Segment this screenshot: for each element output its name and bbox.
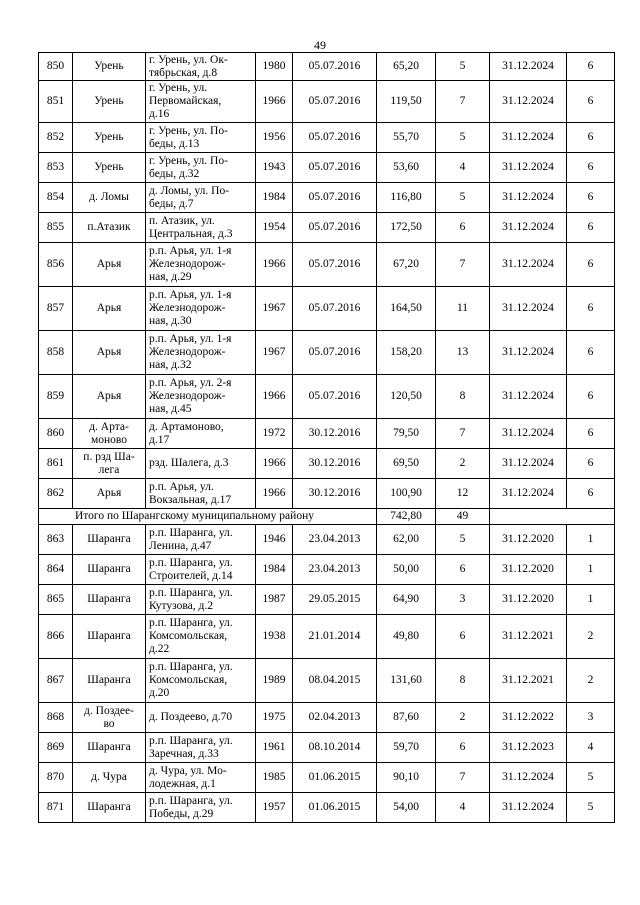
stage-code: 6	[567, 243, 615, 287]
row-number: 863	[39, 525, 73, 555]
area-value: 79,50	[377, 419, 436, 449]
area-value: 87,60	[377, 703, 436, 733]
row-number: 869	[39, 733, 73, 763]
resettlement-deadline: 31.12.2024	[490, 81, 567, 123]
row-number: 861	[39, 449, 73, 479]
table-row	[39, 479, 615, 509]
build-year: 1938	[256, 615, 293, 659]
table-body-part-1	[39, 53, 615, 509]
resettlement-deadline: 31.12.2024	[490, 419, 567, 449]
recognition-date: 01.06.2015	[293, 763, 377, 793]
resettlement-deadline: 31.12.2024	[490, 123, 567, 153]
settlement-name: Арья	[73, 479, 146, 509]
stage-code: 5	[567, 763, 615, 793]
table-body-part-2	[39, 525, 615, 823]
address: р.п. Арья, ул. 1-я Железнодорож- ная, д.32	[146, 331, 256, 375]
residents-count: 7	[436, 243, 490, 287]
stage-code: 6	[567, 449, 615, 479]
address: п. Атазик, ул. Центральная, д.3	[146, 213, 256, 243]
row-number: 862	[39, 479, 73, 509]
table-row	[39, 183, 615, 213]
build-year: 1966	[256, 449, 293, 479]
build-year: 1972	[256, 419, 293, 449]
address: г. Урень, ул. Первомайская, д.16	[146, 81, 256, 123]
residents-count: 3	[436, 585, 490, 615]
build-year: 1946	[256, 525, 293, 555]
table-row	[39, 331, 615, 375]
area-value: 116,80	[377, 183, 436, 213]
build-year: 1966	[256, 243, 293, 287]
resettlement-deadline: 31.12.2024	[490, 287, 567, 331]
residents-count: 5	[436, 525, 490, 555]
address: р.п. Шаранга, ул. Кутузова, д.2	[146, 585, 256, 615]
build-year: 1966	[256, 81, 293, 123]
settlement-name: Урень	[73, 123, 146, 153]
build-year: 1975	[256, 703, 293, 733]
row-number: 866	[39, 615, 73, 659]
resettlement-deadline: 31.12.2022	[490, 703, 567, 733]
row-number: 851	[39, 81, 73, 123]
build-year: 1966	[256, 479, 293, 509]
stage-code: 3	[567, 703, 615, 733]
settlement-name: д. Чура	[73, 763, 146, 793]
residents-count: 5	[436, 123, 490, 153]
table-row	[39, 53, 615, 81]
row-number: 870	[39, 763, 73, 793]
settlement-name: п. рзд Ша- лега	[73, 449, 146, 479]
table-row	[39, 525, 615, 555]
area-value: 158,20	[377, 331, 436, 375]
settlement-name: Арья	[73, 375, 146, 419]
table-row	[39, 793, 615, 823]
recognition-date: 05.07.2016	[293, 53, 377, 81]
recognition-date: 05.07.2016	[293, 81, 377, 123]
address: рзд. Шалега, д.3	[146, 449, 256, 479]
row-number: 857	[39, 287, 73, 331]
recognition-date: 05.07.2016	[293, 375, 377, 419]
recognition-date: 29.05.2015	[293, 585, 377, 615]
build-year: 1984	[256, 183, 293, 213]
stage-code: 5	[567, 793, 615, 823]
area-value: 164,50	[377, 287, 436, 331]
build-year: 1984	[256, 555, 293, 585]
recognition-date: 05.07.2016	[293, 153, 377, 183]
stage-code: 6	[567, 287, 615, 331]
area-value: 62,00	[377, 525, 436, 555]
address: р.п. Шаранга, ул. Победы, д.29	[146, 793, 256, 823]
residents-count: 2	[436, 449, 490, 479]
stage-code: 2	[567, 615, 615, 659]
address: г. Урень, ул. По- беды, д.32	[146, 153, 256, 183]
settlement-name: Урень	[73, 153, 146, 183]
stage-code: 2	[567, 659, 615, 703]
build-year: 1966	[256, 375, 293, 419]
residents-count: 4	[436, 153, 490, 183]
table-row	[39, 213, 615, 243]
address: д. Чура, ул. Мо- лодежная, д.1	[146, 763, 256, 793]
address: д. Артамоново, д.17	[146, 419, 256, 449]
settlement-name: д. Арта- моново	[73, 419, 146, 449]
housing-registry-table	[38, 52, 615, 823]
residents-count: 8	[436, 659, 490, 703]
table-row	[39, 585, 615, 615]
recognition-date: 30.12.2016	[293, 419, 377, 449]
stage-code: 6	[567, 419, 615, 449]
resettlement-deadline: 31.12.2023	[490, 733, 567, 763]
stage-code: 6	[567, 213, 615, 243]
address: р.п. Арья, ул. 2-я Железнодорож- ная, д.45	[146, 375, 256, 419]
address: р.п. Шаранга, ул. Комсомольская, д.20	[146, 659, 256, 703]
stage-code: 6	[567, 81, 615, 123]
residents-count: 7	[436, 419, 490, 449]
area-value: 131,60	[377, 659, 436, 703]
recognition-date: 05.07.2016	[293, 287, 377, 331]
settlement-name: д. Ломы	[73, 183, 146, 213]
address: д. Поздеево, д.70	[146, 703, 256, 733]
resettlement-deadline: 31.12.2024	[490, 449, 567, 479]
area-value: 55,70	[377, 123, 436, 153]
recognition-date: 21.01.2014	[293, 615, 377, 659]
stage-code: 1	[567, 555, 615, 585]
recognition-date: 05.07.2016	[293, 183, 377, 213]
area-value: 53,60	[377, 153, 436, 183]
page-number: 49	[314, 38, 326, 52]
address: г. Урень, ул. Ок- тябрьская, д.8	[146, 53, 256, 81]
recognition-date: 05.07.2016	[293, 331, 377, 375]
total-count: 49	[436, 509, 490, 525]
table-row	[39, 615, 615, 659]
resettlement-deadline: 31.12.2024	[490, 479, 567, 509]
address: р.п. Арья, ул. 1-я Железнодорож- ная, д.29	[146, 243, 256, 287]
settlement-name: Шаранга	[73, 555, 146, 585]
row-number: 864	[39, 555, 73, 585]
table-row	[39, 763, 615, 793]
row-number: 852	[39, 123, 73, 153]
address: р.п. Шаранга, ул. Комсомольская, д.22	[146, 615, 256, 659]
recognition-date: 30.12.2016	[293, 449, 377, 479]
table-row	[39, 153, 615, 183]
recognition-date: 08.04.2015	[293, 659, 377, 703]
area-value: 64,90	[377, 585, 436, 615]
stage-code: 1	[567, 525, 615, 555]
resettlement-deadline: 31.12.2024	[490, 213, 567, 243]
row-number: 868	[39, 703, 73, 733]
row-number: 853	[39, 153, 73, 183]
residents-count: 7	[436, 81, 490, 123]
residents-count: 5	[436, 53, 490, 81]
residents-count: 6	[436, 733, 490, 763]
row-number: 867	[39, 659, 73, 703]
settlement-name: Урень	[73, 81, 146, 123]
recognition-date: 05.07.2016	[293, 123, 377, 153]
area-value: 90,10	[377, 763, 436, 793]
table-row	[39, 419, 615, 449]
resettlement-deadline: 31.12.2024	[490, 763, 567, 793]
address: р.п. Арья, ул. 1-я Железнодорож- ная, д.30	[146, 287, 256, 331]
settlement-name: Шаранга	[73, 659, 146, 703]
settlement-name: Арья	[73, 243, 146, 287]
table-row	[39, 733, 615, 763]
resettlement-deadline: 31.12.2020	[490, 555, 567, 585]
table-row	[39, 243, 615, 287]
residents-count: 4	[436, 793, 490, 823]
address: г. Урень, ул. По- беды, д.13	[146, 123, 256, 153]
build-year: 1943	[256, 153, 293, 183]
table-row	[39, 123, 615, 153]
resettlement-deadline: 31.12.2021	[490, 659, 567, 703]
recognition-date: 23.04.2013	[293, 555, 377, 585]
row-number: 856	[39, 243, 73, 287]
resettlement-deadline: 31.12.2020	[490, 525, 567, 555]
total-blank	[490, 509, 615, 525]
area-value: 69,50	[377, 449, 436, 479]
residents-count: 6	[436, 615, 490, 659]
resettlement-deadline: 31.12.2024	[490, 375, 567, 419]
residents-count: 13	[436, 331, 490, 375]
address: р.п. Шаранга, ул. Ленина, д.47	[146, 525, 256, 555]
row-number: 855	[39, 213, 73, 243]
row-number: 860	[39, 419, 73, 449]
recognition-date: 01.06.2015	[293, 793, 377, 823]
recognition-date: 05.07.2016	[293, 243, 377, 287]
area-value: 67,20	[377, 243, 436, 287]
stage-code: 6	[567, 183, 615, 213]
build-year: 1956	[256, 123, 293, 153]
area-value: 65,20	[377, 53, 436, 81]
build-year: 1957	[256, 793, 293, 823]
row-number: 854	[39, 183, 73, 213]
settlement-name: Шаранга	[73, 733, 146, 763]
address: р.п. Шаранга, ул. Заречная, д.33	[146, 733, 256, 763]
stage-code: 1	[567, 585, 615, 615]
address: р.п. Арья, ул. Вокзальная, д.17	[146, 479, 256, 509]
settlement-name: Шаранга	[73, 585, 146, 615]
area-value: 59,70	[377, 733, 436, 763]
area-value: 119,50	[377, 81, 436, 123]
total-section	[39, 509, 615, 525]
recognition-date: 02.04.2013	[293, 703, 377, 733]
residents-count: 11	[436, 287, 490, 331]
area-value: 172,50	[377, 213, 436, 243]
settlement-name: Арья	[73, 287, 146, 331]
table-row	[39, 375, 615, 419]
settlement-name: п.Атазик	[73, 213, 146, 243]
stage-code: 6	[567, 153, 615, 183]
recognition-date: 23.04.2013	[293, 525, 377, 555]
row-number: 858	[39, 331, 73, 375]
stage-code: 6	[567, 479, 615, 509]
build-year: 1980	[256, 53, 293, 81]
residents-count: 6	[436, 555, 490, 585]
stage-code: 4	[567, 733, 615, 763]
row-number: 871	[39, 793, 73, 823]
stage-code: 6	[567, 331, 615, 375]
total-area: 742,80	[377, 509, 436, 525]
row-number: 859	[39, 375, 73, 419]
table-row	[39, 659, 615, 703]
stage-code: 6	[567, 123, 615, 153]
build-year: 1967	[256, 287, 293, 331]
build-year: 1985	[256, 763, 293, 793]
resettlement-deadline: 31.12.2024	[490, 793, 567, 823]
residents-count: 6	[436, 213, 490, 243]
settlement-name: Шаранга	[73, 615, 146, 659]
resettlement-deadline: 31.12.2021	[490, 615, 567, 659]
settlement-name: Урень	[73, 53, 146, 81]
area-value: 50,00	[377, 555, 436, 585]
row-number: 850	[39, 53, 73, 81]
residents-count: 2	[436, 703, 490, 733]
recognition-date: 05.07.2016	[293, 213, 377, 243]
table-row	[39, 449, 615, 479]
table-row	[39, 81, 615, 123]
settlement-name: Шаранга	[73, 793, 146, 823]
build-year: 1961	[256, 733, 293, 763]
recognition-date: 08.10.2014	[293, 733, 377, 763]
residents-count: 8	[436, 375, 490, 419]
table-row	[39, 555, 615, 585]
resettlement-deadline: 31.12.2024	[490, 331, 567, 375]
build-year: 1967	[256, 331, 293, 375]
resettlement-deadline: 31.12.2020	[490, 585, 567, 615]
stage-code: 6	[567, 375, 615, 419]
build-year: 1987	[256, 585, 293, 615]
area-value: 100,90	[377, 479, 436, 509]
residents-count: 5	[436, 183, 490, 213]
residents-count: 7	[436, 763, 490, 793]
resettlement-deadline: 31.12.2024	[490, 53, 567, 81]
address: р.п. Шаранга, ул. Строителей, д.14	[146, 555, 256, 585]
row-number: 865	[39, 585, 73, 615]
table-row	[39, 287, 615, 331]
table-row	[39, 703, 615, 733]
build-year: 1989	[256, 659, 293, 703]
area-value: 54,00	[377, 793, 436, 823]
resettlement-deadline: 31.12.2024	[490, 243, 567, 287]
area-value: 120,50	[377, 375, 436, 419]
build-year: 1954	[256, 213, 293, 243]
total-label: Итого по Шарангскому муниципальному району	[39, 509, 377, 525]
stage-code: 6	[567, 53, 615, 81]
settlement-name: Шаранга	[73, 525, 146, 555]
area-value: 49,80	[377, 615, 436, 659]
recognition-date: 30.12.2016	[293, 479, 377, 509]
settlement-name: д. Поздее- во	[73, 703, 146, 733]
resettlement-deadline: 31.12.2024	[490, 153, 567, 183]
address: д. Ломы, ул. По- беды, д.7	[146, 183, 256, 213]
residents-count: 12	[436, 479, 490, 509]
total-row	[39, 509, 615, 525]
resettlement-deadline: 31.12.2024	[490, 183, 567, 213]
settlement-name: Арья	[73, 331, 146, 375]
